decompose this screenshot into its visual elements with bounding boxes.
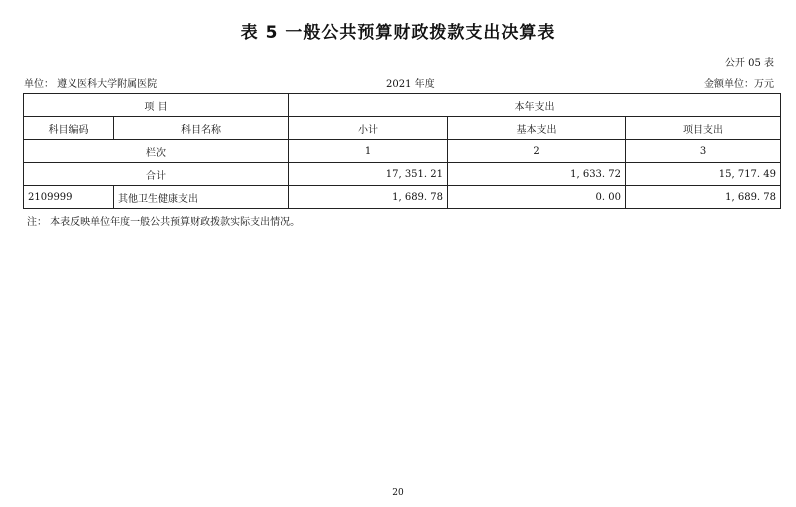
total-row: [24, 163, 781, 186]
row-index-3: 3: [626, 140, 781, 163]
col-basic-header: 基本支出: [448, 117, 626, 140]
header-current-year: 本年支出: [289, 94, 781, 117]
header-row-2: [24, 117, 781, 140]
total-basic: 1, 633. 72: [448, 163, 626, 186]
row-name: 其他卫生健康支出: [114, 186, 289, 209]
amount-unit-label: 金额单位：万元: [704, 79, 774, 90]
total-label: 合计: [24, 163, 289, 186]
col-code-header: 科目编码: [24, 117, 114, 140]
col-project-header: 项目支出: [626, 117, 781, 140]
row-basic: 0. 00: [448, 186, 626, 209]
page-number: 20: [392, 488, 404, 498]
row-index-2: 2: [448, 140, 626, 163]
col-subtotal-header: 小计: [289, 117, 448, 140]
total-subtotal: 17, 351. 21: [289, 163, 448, 186]
table-row: [24, 186, 781, 209]
row-index-1: 1: [289, 140, 448, 163]
table-note: 注： 本表反映单位年度一般公共预算财政拨款实际支出情况。: [27, 217, 301, 228]
header-item: 项 目: [24, 94, 289, 117]
total-project: 15, 717. 49: [626, 163, 781, 186]
fiscal-year: 2021 年度: [386, 79, 435, 90]
header-row-1: [24, 94, 781, 117]
meta-row: [24, 75, 774, 89]
page-title: 表 5 一般公共预算财政拨款支出决算表: [240, 23, 556, 43]
row-index: [24, 140, 781, 163]
row-subtotal: 1, 689. 78: [289, 186, 448, 209]
row-project: 1, 689. 78: [626, 186, 781, 209]
col-name-header: 科目名称: [114, 117, 289, 140]
row-index-label: 栏次: [24, 140, 289, 163]
form-code: 公开 05 表: [724, 58, 774, 69]
row-code: 2109999: [24, 186, 114, 209]
expenditure-table: [23, 93, 781, 209]
unit-label: 单位： 遵义医科大学附属医院: [24, 79, 158, 90]
